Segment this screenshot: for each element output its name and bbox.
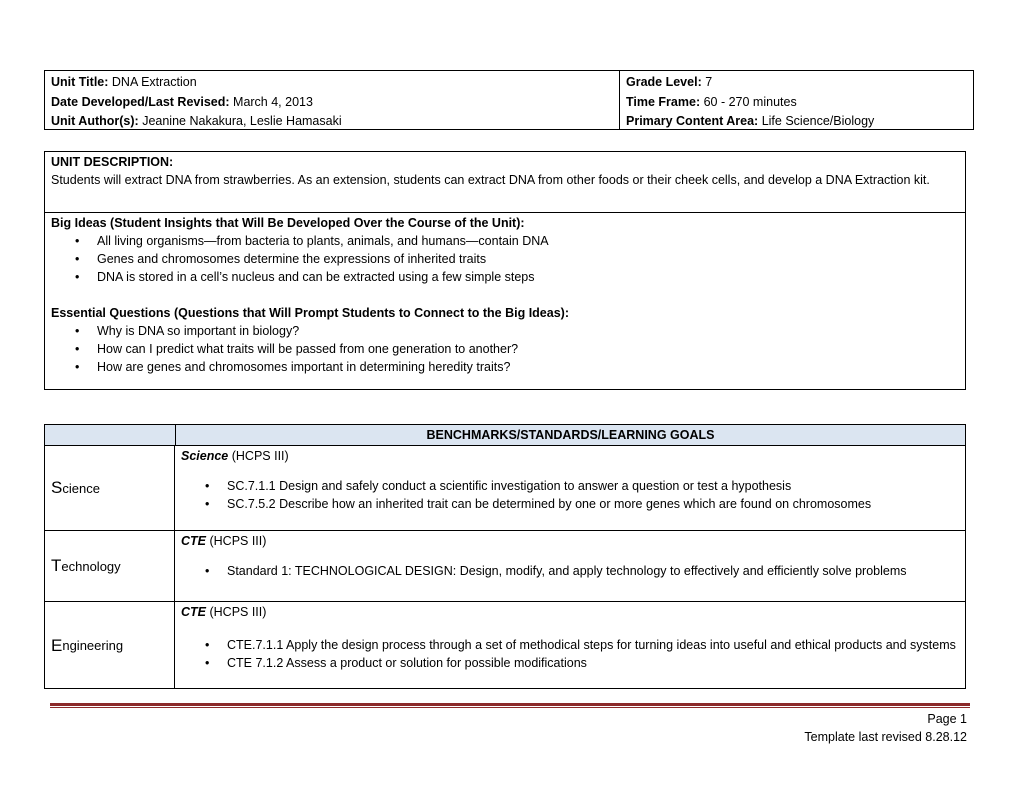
standard-text: SC.7.5.2 Describe how an inherited trait can be determined by one or more genes which are found on chromosomes — [227, 497, 872, 511]
standards-list — [181, 636, 959, 672]
unit-description-table — [44, 151, 966, 390]
timeframe-label: Time Frame: — [626, 94, 701, 109]
bullet-icon: • — [205, 638, 210, 652]
question-text: How are genes and chromosomes important in determining heredity traits? — [97, 360, 511, 374]
header-right-column — [620, 71, 973, 129]
big-idea-text: Genes and chromosomes determine the expressions of inherited traits — [97, 252, 487, 266]
question-text: How can I predict what traits will be passed from one generation to another? — [97, 342, 519, 356]
unit-title-row — [51, 73, 613, 93]
template-revision: Template last revised 8.28.12 — [804, 730, 967, 744]
source-text: (HCPS III) — [228, 449, 289, 463]
bullet-icon: • — [75, 342, 80, 356]
standards-list — [181, 562, 959, 580]
table-row — [45, 602, 965, 689]
bullet-icon: • — [75, 252, 80, 266]
bullet-icon: • — [75, 360, 80, 374]
bullet-icon: • — [205, 479, 210, 493]
stem-label-rest: echnology — [61, 558, 121, 574]
page-number: Page 1 — [927, 712, 967, 726]
standard-text: SC.7.1.1 Design and safely conduct a scientific investigation to answer a question or test a hypothesis — [227, 479, 792, 493]
date-value: March 4, 2013 — [233, 94, 313, 109]
unit-description-cell — [45, 152, 965, 213]
stem-initial: E — [51, 635, 63, 655]
standard-text: CTE.7.1.1 Apply the design process through a set of methodical steps for turning ideas into useful and ethical products and systems — [227, 638, 956, 652]
content-area-row — [626, 112, 967, 132]
list-item — [51, 322, 959, 340]
source-text: (HCPS III) — [206, 534, 267, 548]
standards-cell — [175, 531, 965, 601]
content-area-label: Primary Content Area: — [626, 114, 759, 128]
bullet-icon: • — [205, 564, 210, 578]
standards-heading: BENCHMARKS/STANDARDS/LEARNING GOALS — [426, 428, 715, 442]
standards-source — [181, 603, 959, 621]
standards-header-empty-cell — [45, 425, 176, 445]
stem-label-cell — [45, 531, 175, 601]
big-ideas-cell — [45, 213, 965, 377]
unit-header-table — [44, 70, 974, 130]
question-text: Why is DNA so important in biology? — [97, 324, 300, 338]
list-item — [181, 495, 959, 513]
big-idea-text: All living organisms—from bacteria to plants, animals, and humans—contain DNA — [97, 234, 549, 248]
stem-initial: T — [51, 556, 62, 575]
standards-source — [181, 447, 959, 465]
big-ideas-list — [51, 232, 959, 286]
source-title: CTE — [181, 534, 206, 548]
big-ideas-heading: Big Ideas (Student Insights that Will Be Developed Over the Course of the Unit): — [51, 216, 525, 230]
bullet-icon: • — [75, 234, 80, 248]
stem-label-cell — [45, 602, 175, 689]
footer-rule-thin — [50, 707, 970, 708]
list-item — [181, 477, 959, 495]
authors-value: Jeanine Nakakura, Leslie Hamasaki — [142, 114, 342, 128]
source-text: (HCPS III) — [206, 605, 267, 619]
list-item — [181, 562, 959, 580]
date-row — [51, 93, 613, 113]
bullet-icon: • — [205, 497, 210, 511]
table-row — [45, 531, 965, 602]
grade-row — [626, 73, 967, 93]
list-item — [51, 232, 959, 250]
timeframe-value: 60 - 270 minutes — [703, 94, 797, 109]
standards-list — [181, 477, 959, 513]
content-area-value: Life Science/Biology — [761, 114, 875, 128]
standards-header-row — [45, 425, 965, 446]
authors-row — [51, 112, 613, 132]
list-item — [51, 358, 959, 376]
unit-description-text: Students will extract DNA from strawberries. As an extension, students can extract DNA from other foods or their cheek cells, and develop a DNA Extraction kit. — [51, 173, 930, 187]
footer-rule — [50, 703, 970, 706]
standards-source — [181, 532, 959, 550]
list-item — [51, 250, 959, 268]
bullet-icon: • — [205, 656, 210, 670]
list-item — [51, 268, 959, 286]
big-idea-text: DNA is stored in a cell’s nucleus and can be extracted using a few simple steps — [97, 270, 535, 284]
grade-label: Grade Level: — [626, 75, 702, 89]
list-item — [181, 636, 959, 654]
list-item — [181, 654, 959, 672]
grade-value: 7 — [705, 75, 713, 89]
stem-initial: S — [51, 478, 63, 497]
standards-cell — [175, 446, 965, 530]
authors-label: Unit Author(s): — [51, 114, 139, 128]
unit-title-label: Unit Title: — [51, 75, 109, 89]
stem-label-rest: ngineering — [62, 638, 124, 653]
standard-text: Standard 1: TECHNOLOGICAL DESIGN: Design, modify, and apply technology to effectively and efficiently solve problems — [227, 564, 907, 578]
source-title: Science — [181, 449, 229, 463]
stem-label-rest: cience — [62, 480, 100, 496]
page-footer — [804, 710, 967, 746]
list-item — [51, 340, 959, 358]
essential-questions-heading: Essential Questions (Questions that Will Prompt Students to Connect to the Big Ideas): — [51, 306, 569, 320]
standard-text: CTE 7.1.2 Assess a product or solution for possible modifications — [227, 656, 587, 670]
unit-description-heading: UNIT DESCRIPTION: — [51, 155, 174, 169]
bullet-icon: • — [75, 270, 80, 284]
standards-table — [44, 424, 966, 689]
table-row — [45, 446, 965, 531]
timeframe-row — [626, 93, 967, 113]
essential-questions-list — [51, 322, 959, 376]
unit-title-value: DNA Extraction — [111, 75, 197, 89]
header-left-column — [45, 71, 620, 129]
date-label: Date Developed/Last Revised: — [51, 94, 230, 109]
stem-label-cell — [45, 446, 175, 530]
source-title: CTE — [181, 605, 206, 619]
bullet-icon: • — [75, 324, 80, 338]
standards-cell — [175, 602, 965, 689]
